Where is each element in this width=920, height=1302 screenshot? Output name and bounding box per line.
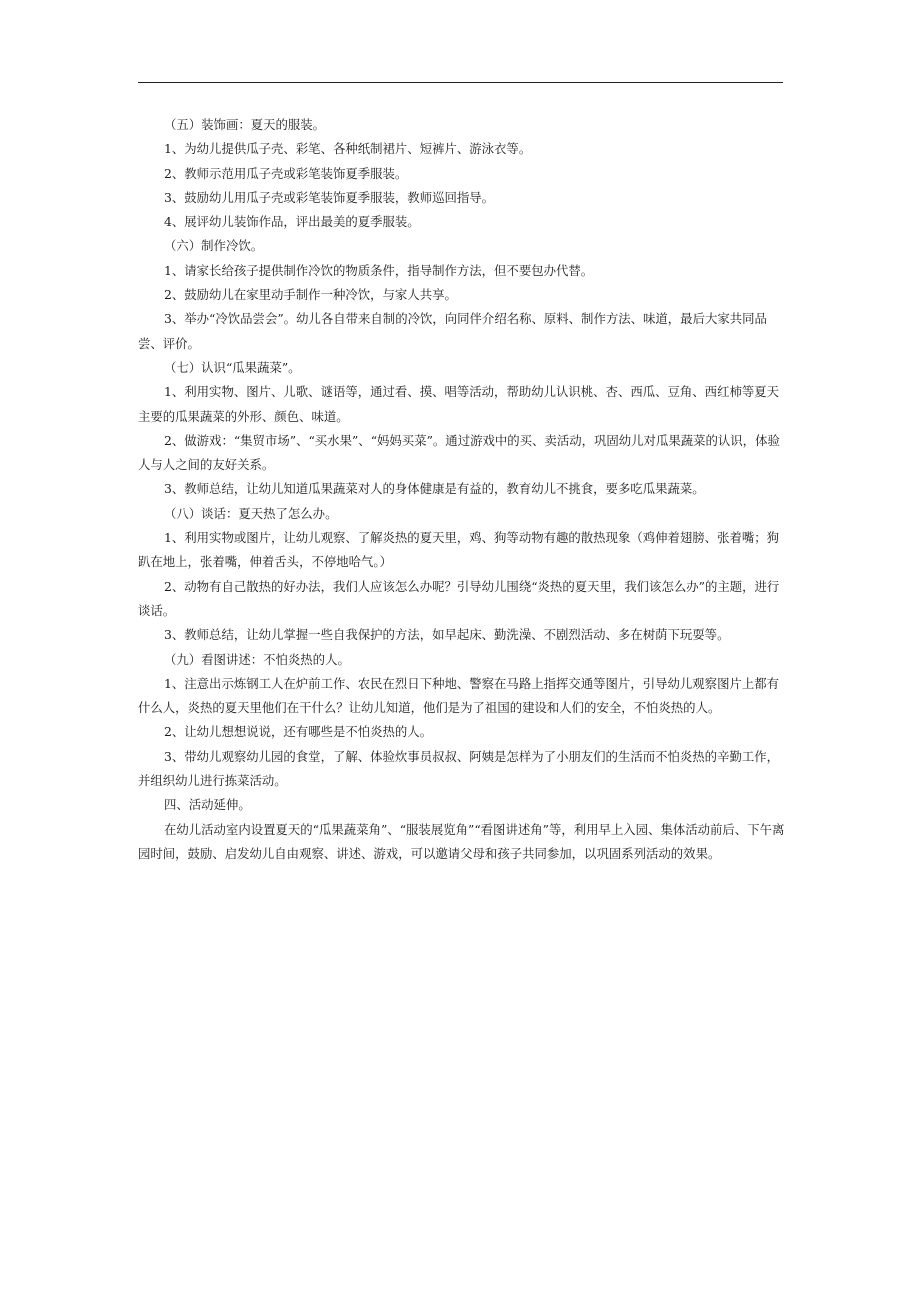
paragraph: 2、动物有自己散热的好办法，我们人应该怎么办呢？引导幼儿围绕“炎热的夏天里，我们该怎么办”的主题，进行谈话。 — [138, 578, 780, 618]
paragraph: 2、教师示范用瓜子壳或彩笔装饰夏季服装。 — [164, 165, 408, 181]
section-heading-7: （七）认识“瓜果蔬菜”。 — [164, 359, 301, 375]
paragraph: 2、鼓励幼儿在家里动手制作一种冷饮，与家人共享。 — [164, 287, 457, 303]
header-rule — [138, 82, 783, 83]
paragraph: 1、利用实物、图片、儿歌、谜语等，通过看、摸、唱等活动，帮助幼儿认识桃、杏、西瓜、豆角、西红柿等夏天主要的瓜果蔬菜的外形、颜色、味道。 — [138, 384, 780, 424]
paragraph: 1、注意出示炼钢工人在炉前工作、农民在烈日下种地、警察在马路上指挥交通等图片，引导幼儿观察图片上都有什么人，炎热的夏天里他们在干什么？让幼儿知道，他们是为了祖国的建设和人们的安全，不怕炎热的人。 — [138, 675, 780, 716]
paragraph: 1、利用实物或图片，让幼儿观察、了解炎热的夏天里，鸡、狗等动物有趣的散热现象（鸡伸着翅膀、张着嘴；狗趴在地上，张着嘴，伸着舌头，不停地哈气。） — [138, 530, 780, 570]
paragraph: 在幼儿活动室内设置夏天的“瓜果蔬菜角”、“服装展览角”“看图讲述角”等，利用早上入园、集体活动前后、下午离园时间，鼓励、启发幼儿自由观察、讲述、游戏，可以邀请父母和孩子共同参加，以巩固系列活动的效果。 — [138, 821, 785, 861]
paragraph: 3、教师总结，让幼儿掌握一些自我保护的方法，如早起床、勤洗澡、不剧烈活动、多在树荫下玩耍等。 — [164, 627, 730, 643]
paragraph: 1、请家长给孩子提供制作冷饮的物质条件，指导制作方法，但不要包办代替。 — [164, 262, 594, 278]
paragraph: 3、举办“冷饮品尝会”。幼儿各自带来自制的冷饮，向同伴介绍名称、原料、制作方法、味道，最后大家共同品尝、评价。 — [138, 311, 767, 351]
paragraph: 4、展评幼儿装饰作品，评出最美的夏季服装。 — [164, 214, 420, 230]
paragraph: 2、做游戏：“集贸市场”、“买水果”、“妈妈买菜”。通过游戏中的买、卖活动，巩固幼儿对瓜果蔬菜的认识，体验人与人之间的友好关系。 — [138, 432, 780, 473]
section-heading-8: （八）谈话：夏天热了怎么办。 — [164, 505, 338, 521]
paragraph: 2、让幼儿想想说说，还有哪些是不怕炎热的人。 — [164, 724, 433, 740]
paragraph: 1、为幼儿提供瓜子壳、彩笔、各种纸制裙片、短裤片、游泳衣等。 — [164, 141, 532, 157]
section-heading-5: （五）装饰画：夏天的服装。 — [164, 117, 326, 132]
document-body — [138, 113, 788, 866]
section-heading-extension: 四、活动延伸。 — [164, 797, 251, 813]
section-heading-6: （六）制作冷饮。 — [164, 238, 264, 254]
paragraph: 3、鼓励幼儿用瓜子壳或彩笔装饰夏季服装，教师巡回指导。 — [164, 189, 495, 205]
section-heading-9: （九）看图讲述：不怕炎热的人。 — [164, 651, 350, 667]
paragraph: 3、带幼儿观察幼儿园的食堂，了解、体验炊事员叔叔、阿姨是怎样为了小朋友们的生活而不怕炎热的辛勤工作，并组织幼儿进行拣菜活动。 — [138, 748, 780, 789]
paragraph: 3、教师总结，让幼儿知道瓜果蔬菜对人的身体健康是有益的，教育幼儿不挑食，要多吃瓜果蔬菜。 — [164, 481, 705, 497]
